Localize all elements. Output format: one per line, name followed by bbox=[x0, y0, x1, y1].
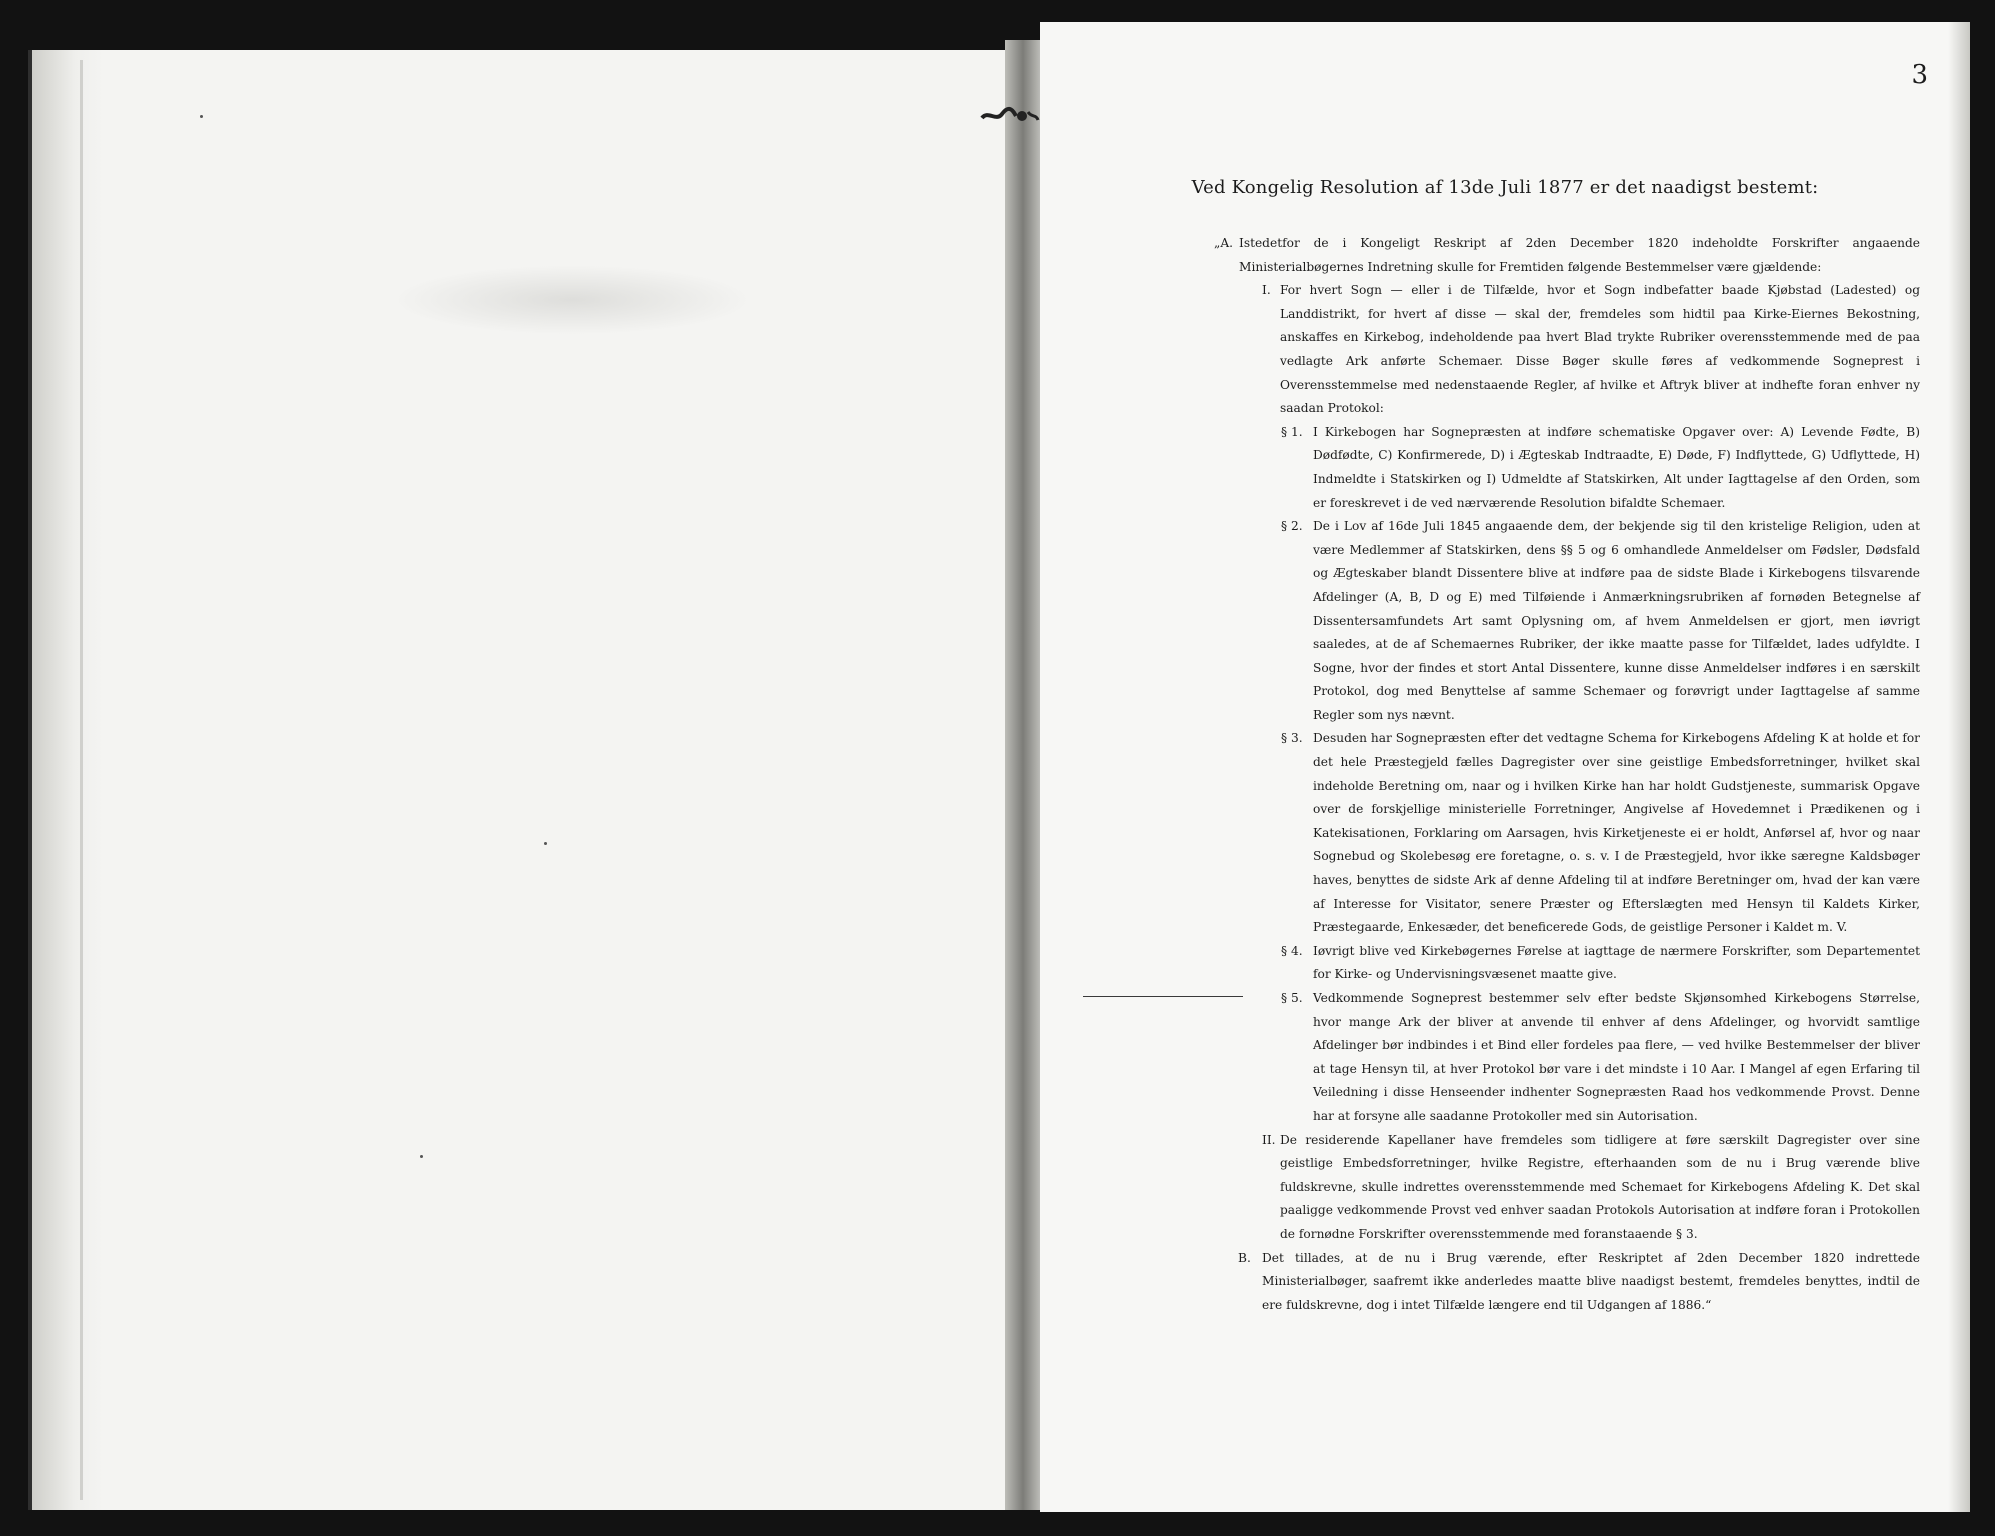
right-text-page bbox=[1040, 22, 1970, 1512]
ink-bleed-through bbox=[392, 265, 752, 335]
section-text: For hvert Sogn — eller i de Tilfælde, hvor et Sogn indbefatter baade Kjøbstad (Ladested) og Landdistrikt, for hvert af disse — skal der, fremdeles som hidtil paa Kirke-Eiernes Bekostning, anskaffes en Kirkebog, indeholdende paa hvert Blad trykte Rubriker overensstemmende med de paa vedlagte Ark anførte Schemaer. Disse Bøger skulle føres af vedkommende Sogneprest i Overensstemmelse med nedenstaaende Regler, af hvilke et Aftryk bliver at indhefte foran enhver ny saadan Protokol: bbox=[1280, 283, 1920, 416]
paragraph-3 bbox=[1222, 727, 1920, 939]
resolution-body bbox=[1214, 232, 1920, 1317]
section-label: § 3. bbox=[1281, 731, 1303, 746]
section-label: II. bbox=[1262, 1132, 1276, 1147]
section-text: De i Lov af 16de Juli 1845 angaaende dem, der bekjende sig til den kristelige Religion, uden at være Medlemmer af Statskirken, dens §§ 5 og 6 omhandlede Anmeldelser om Fødsler, Dødsfald og Ægteskaber blandt Dissentere blive at indføre paa de sidste Blade i Kirkebogens tilsvarende Afdelinger (A, B, D og E) med Tilføiende i Anmærkningsrubriken af fornøden Betegnelse af Dissentersamfundets Art samt Oplysning om, af hvem Anmeldelsen er gjort, men iøvrigt saaledes, at de af Schemaernes Rubriker, der ikke maatte passe for Tilfældet, lades udfyldte. I Sogne, hvor der findes et stort Antal Dissentere, kunne disse Anmeldelser indføres i en særskilt Protokol, dog med Benyttelse af samme Schemaer og forøvrigt under Iagttagelse af samme Regler som nys nævnt. bbox=[1313, 519, 1920, 722]
section-label: „A. bbox=[1214, 236, 1233, 250]
section-text: Iøvrigt blive ved Kirkebøgernes Førelse at iagttage de nærmere Forskrifter, som Departementet for Kirke- og Undervisningsvæsenet maatte give. bbox=[1313, 943, 1920, 982]
section-label: § 4. bbox=[1281, 943, 1303, 958]
paragraph-2 bbox=[1222, 515, 1920, 727]
closing-rule bbox=[1083, 996, 1243, 997]
section-label: § 2. bbox=[1281, 519, 1303, 534]
section-i bbox=[1222, 279, 1920, 421]
section-text: Vedkommende Sogneprest bestemmer selv efter bedste Skjønsomhed Kirkebogens Størrelse, hvor mange Ark der bliver at anvende til enhver af dens Afdelinger, og hvorvidt samtlige Afdelinger bør indbindes i et Bind eller fordeles paa flere, — ved hvilke Bestemmelser der bliver at tage Hensyn til, at hver Protokol bør vare i det mindste i 10 Aar. I Mangel af egen Erfaring til Veiledning i disse Henseender indhenter Sognepræsten Raad hos vedkommende Provst. Denne har at forsyne alle saadanne Protokoller med sin Autorisation. bbox=[1313, 991, 1920, 1123]
section-text: Istedetfor de i Kongeligt Reskript af 2den December 1820 indeholdte Forskrifter angaaende Ministerialbøgernes Indretning skulle for Fremtiden følgende Bestemmelser være gjældende: bbox=[1239, 236, 1920, 274]
speck bbox=[544, 842, 547, 845]
resolution-heading: Ved Kongelig Resolution af 13de Juli 1877 er det naadigst bestemt: bbox=[1191, 177, 1819, 198]
section-text: De residerende Kapellaner have fremdeles som tidligere at føre særskilt Dagregister over sine geistlige Embedsforretninger, hvilke Registre, efterhaanden som de nu i Brug værende blive fuldskrevne, skulle indrettes overensstemmende med Schemaet for Kirkebogens Afdeling K. Det skal paaligge vedkommende Provst ved enhver saadan Protokols Autorisation at indføre foran i Protokollen de fornødne Forskrifter overensstemmende med foranstaaende § 3. bbox=[1280, 1132, 1920, 1241]
section-a bbox=[1214, 232, 1920, 279]
right-page-edge-shade bbox=[1948, 22, 1970, 1512]
section-label: I. bbox=[1262, 283, 1271, 298]
left-blank-page bbox=[28, 50, 1017, 1510]
speck bbox=[420, 1155, 423, 1158]
book-gutter bbox=[1005, 40, 1045, 1510]
left-page-margin-line bbox=[80, 60, 83, 1500]
speck bbox=[200, 115, 203, 118]
section-text: I Kirkebogen har Sognepræsten at indføre schematiske Opgaver over: A) Levende Fødte, B) Dødfødte, C) Konfirmerede, D) i Ægteskab Indtraadte, E) Døde, F) Indflyttede, G) Udflyttede, H) Indmeldte i Statskirken og I) Udmeldte af Statskirken, Alt under Iagttagelse af den Orden, som er foreskrevet i de ved nærværende Resolution bifaldte Schemaer. bbox=[1313, 424, 1920, 510]
paragraph-1 bbox=[1222, 421, 1920, 515]
section-label: § 5. bbox=[1281, 991, 1303, 1005]
left-page-edge-shade bbox=[32, 50, 104, 1510]
page-number: 3 bbox=[1911, 60, 1928, 90]
section-ii bbox=[1222, 1129, 1920, 1247]
binding-stitch-mark bbox=[978, 104, 1040, 130]
paragraph-5 bbox=[1222, 987, 1920, 1129]
section-text: Desuden har Sognepræsten efter det vedtagne Schema for Kirkebogens Afdeling K at holde et for det hele Præstegjeld fælles Dagregister over sine geistlige Embedsforretninger, hvilket skal indeholde Beretning om, naar og i hvilken Kirke han har holdt Gudstjeneste, summarisk Opgave over de forskjellige ministerielle Forretninger, Angivelse af Hovedemnet i Prædikenen og i Katekisationen, Forklaring om Aarsagen, hvis Kirketjeneste ei er holdt, Anførsel af, hvor og naar Sognebud og Skolebesøg ere foretagne, o. s. v. I de Præstegjeld, hvor ikke særegne Kaldsbøger haves, benyttes de sidste Ark af denne Afdeling til at indføre Beretninger om, hvad der kan være af Interesse for Visitator, senere Præster og Efterslægten med Hensyn til Kaldets Kirker, Præstegaarde, Enkesæder, det beneficerede Gods, de geistlige Personer i Kaldet m. V. bbox=[1313, 731, 1920, 935]
paragraph-4 bbox=[1222, 940, 1920, 987]
section-b bbox=[1222, 1247, 1920, 1318]
section-label: B. bbox=[1238, 1250, 1251, 1265]
section-label: § 1. bbox=[1281, 424, 1303, 439]
section-text: Det tillades, at de nu i Brug værende, efter Reskriptet af 2den December 1820 indrettede Ministerialbøger, saafremt ikke anderledes maatte blive naadigst bestemt, fremdeles benyttes, indtil de ere fuldskrevne, dog i intet Tilfælde længere end til Udgangen af 1886.“ bbox=[1262, 1250, 1920, 1312]
